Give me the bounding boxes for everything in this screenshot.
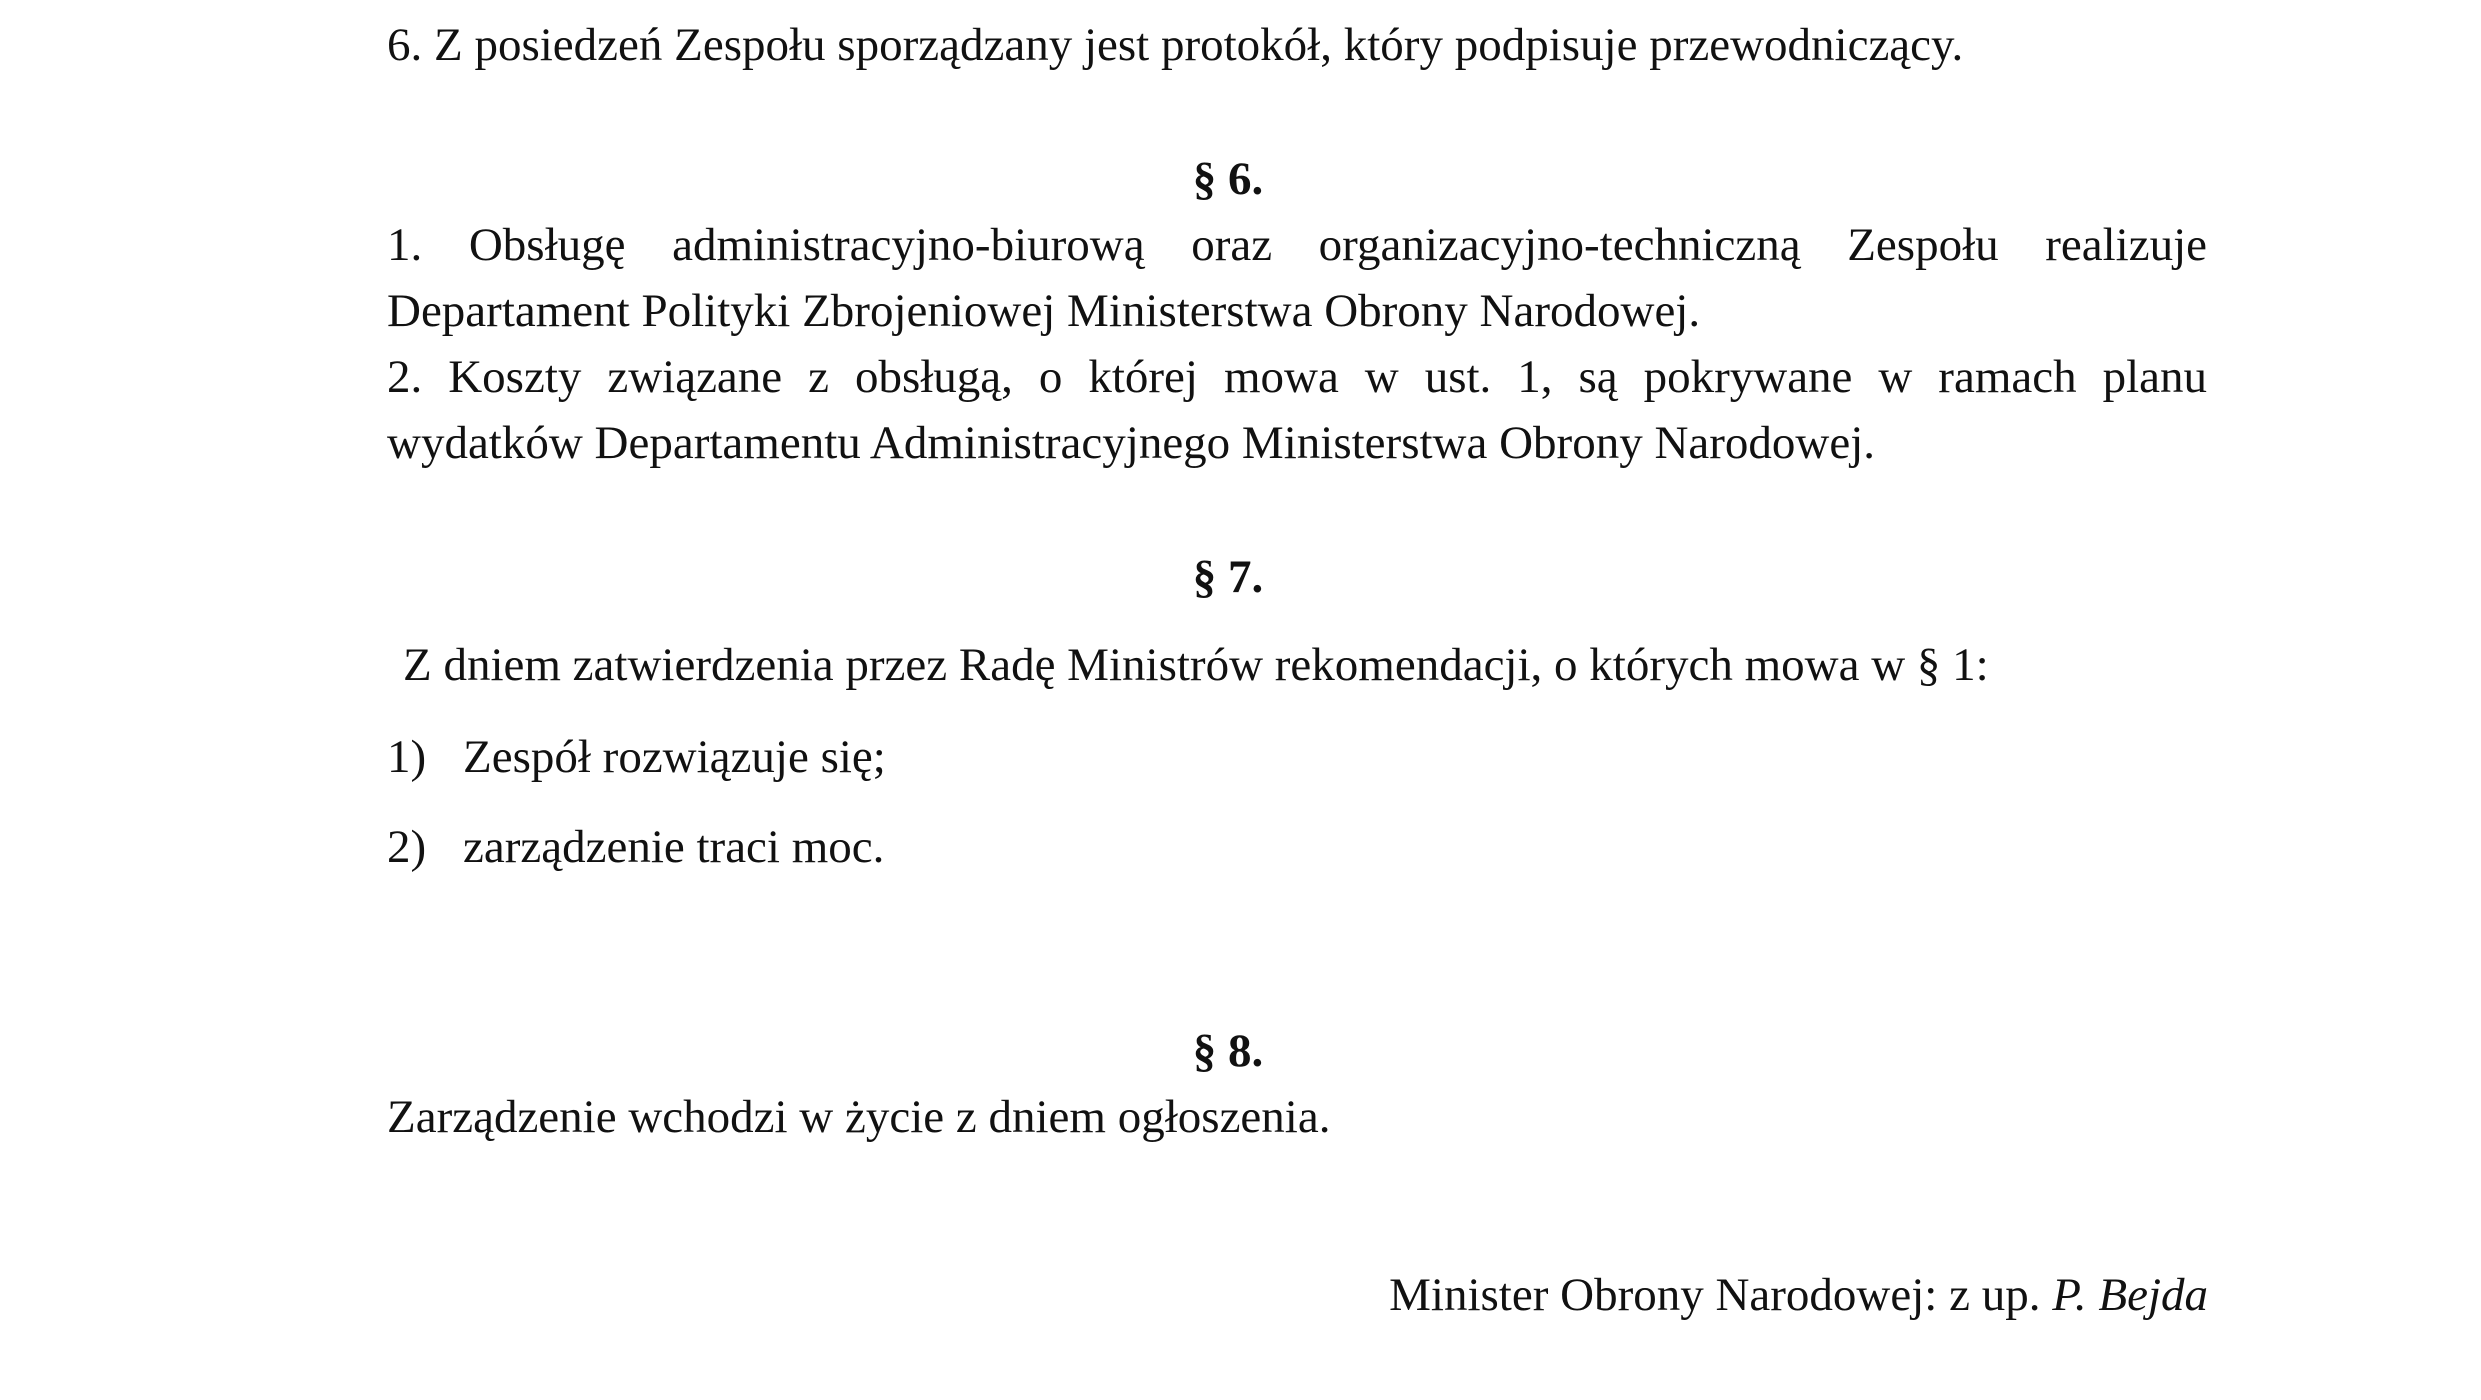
signature-name: P. Bejda xyxy=(2052,1269,2208,1321)
section-6-item-2-line-2: wydatków Departamentu Administracyjnego Ministerstwa Obrony Narodowej. xyxy=(387,417,1876,469)
section-7-item-2-text: zarządzenie traci moc. xyxy=(463,821,885,873)
section-7-item-1-text: Zespół rozwiązuje się; xyxy=(463,731,886,783)
signature-line xyxy=(1389,1262,2208,1328)
section-7-heading: § 7. xyxy=(1192,551,1264,603)
section-8-text: Zarządzenie wchodzi w życie z dniem ogłoszenia. xyxy=(387,1091,1331,1143)
section-7-item-1-number: 1) xyxy=(387,731,427,783)
section-8-heading: § 8. xyxy=(1192,1025,1264,1077)
section-6-heading: § 6. xyxy=(1192,153,1264,205)
section-6-item-1-line-2: Departament Polityki Zbrojeniowej Ministerstwa Obrony Narodowej. xyxy=(387,285,1701,337)
paragraph-5-item-6: 6. Z posiedzeń Zespołu sporządzany jest protokół, który podpisuje przewodniczący. xyxy=(387,19,1964,71)
section-7-intro: Z dniem zatwierdzenia przez Radę Ministrów rekomendacji, o których mowa w § 1: xyxy=(403,639,1989,691)
section-6-item-1-line-1: 1. Obsługę administracyjno-biurową oraz organizacyjno-techniczną Zespołu realizuje xyxy=(387,219,2207,271)
signature-prefix: Minister Obrony Narodowej: z up. xyxy=(1389,1269,2053,1321)
section-7-item-2-number: 2) xyxy=(387,821,427,873)
section-6-item-2-line-1: 2. Koszty związane z obsługą, o której mowa w ust. 1, są pokrywane w ramach planu xyxy=(387,351,2207,403)
